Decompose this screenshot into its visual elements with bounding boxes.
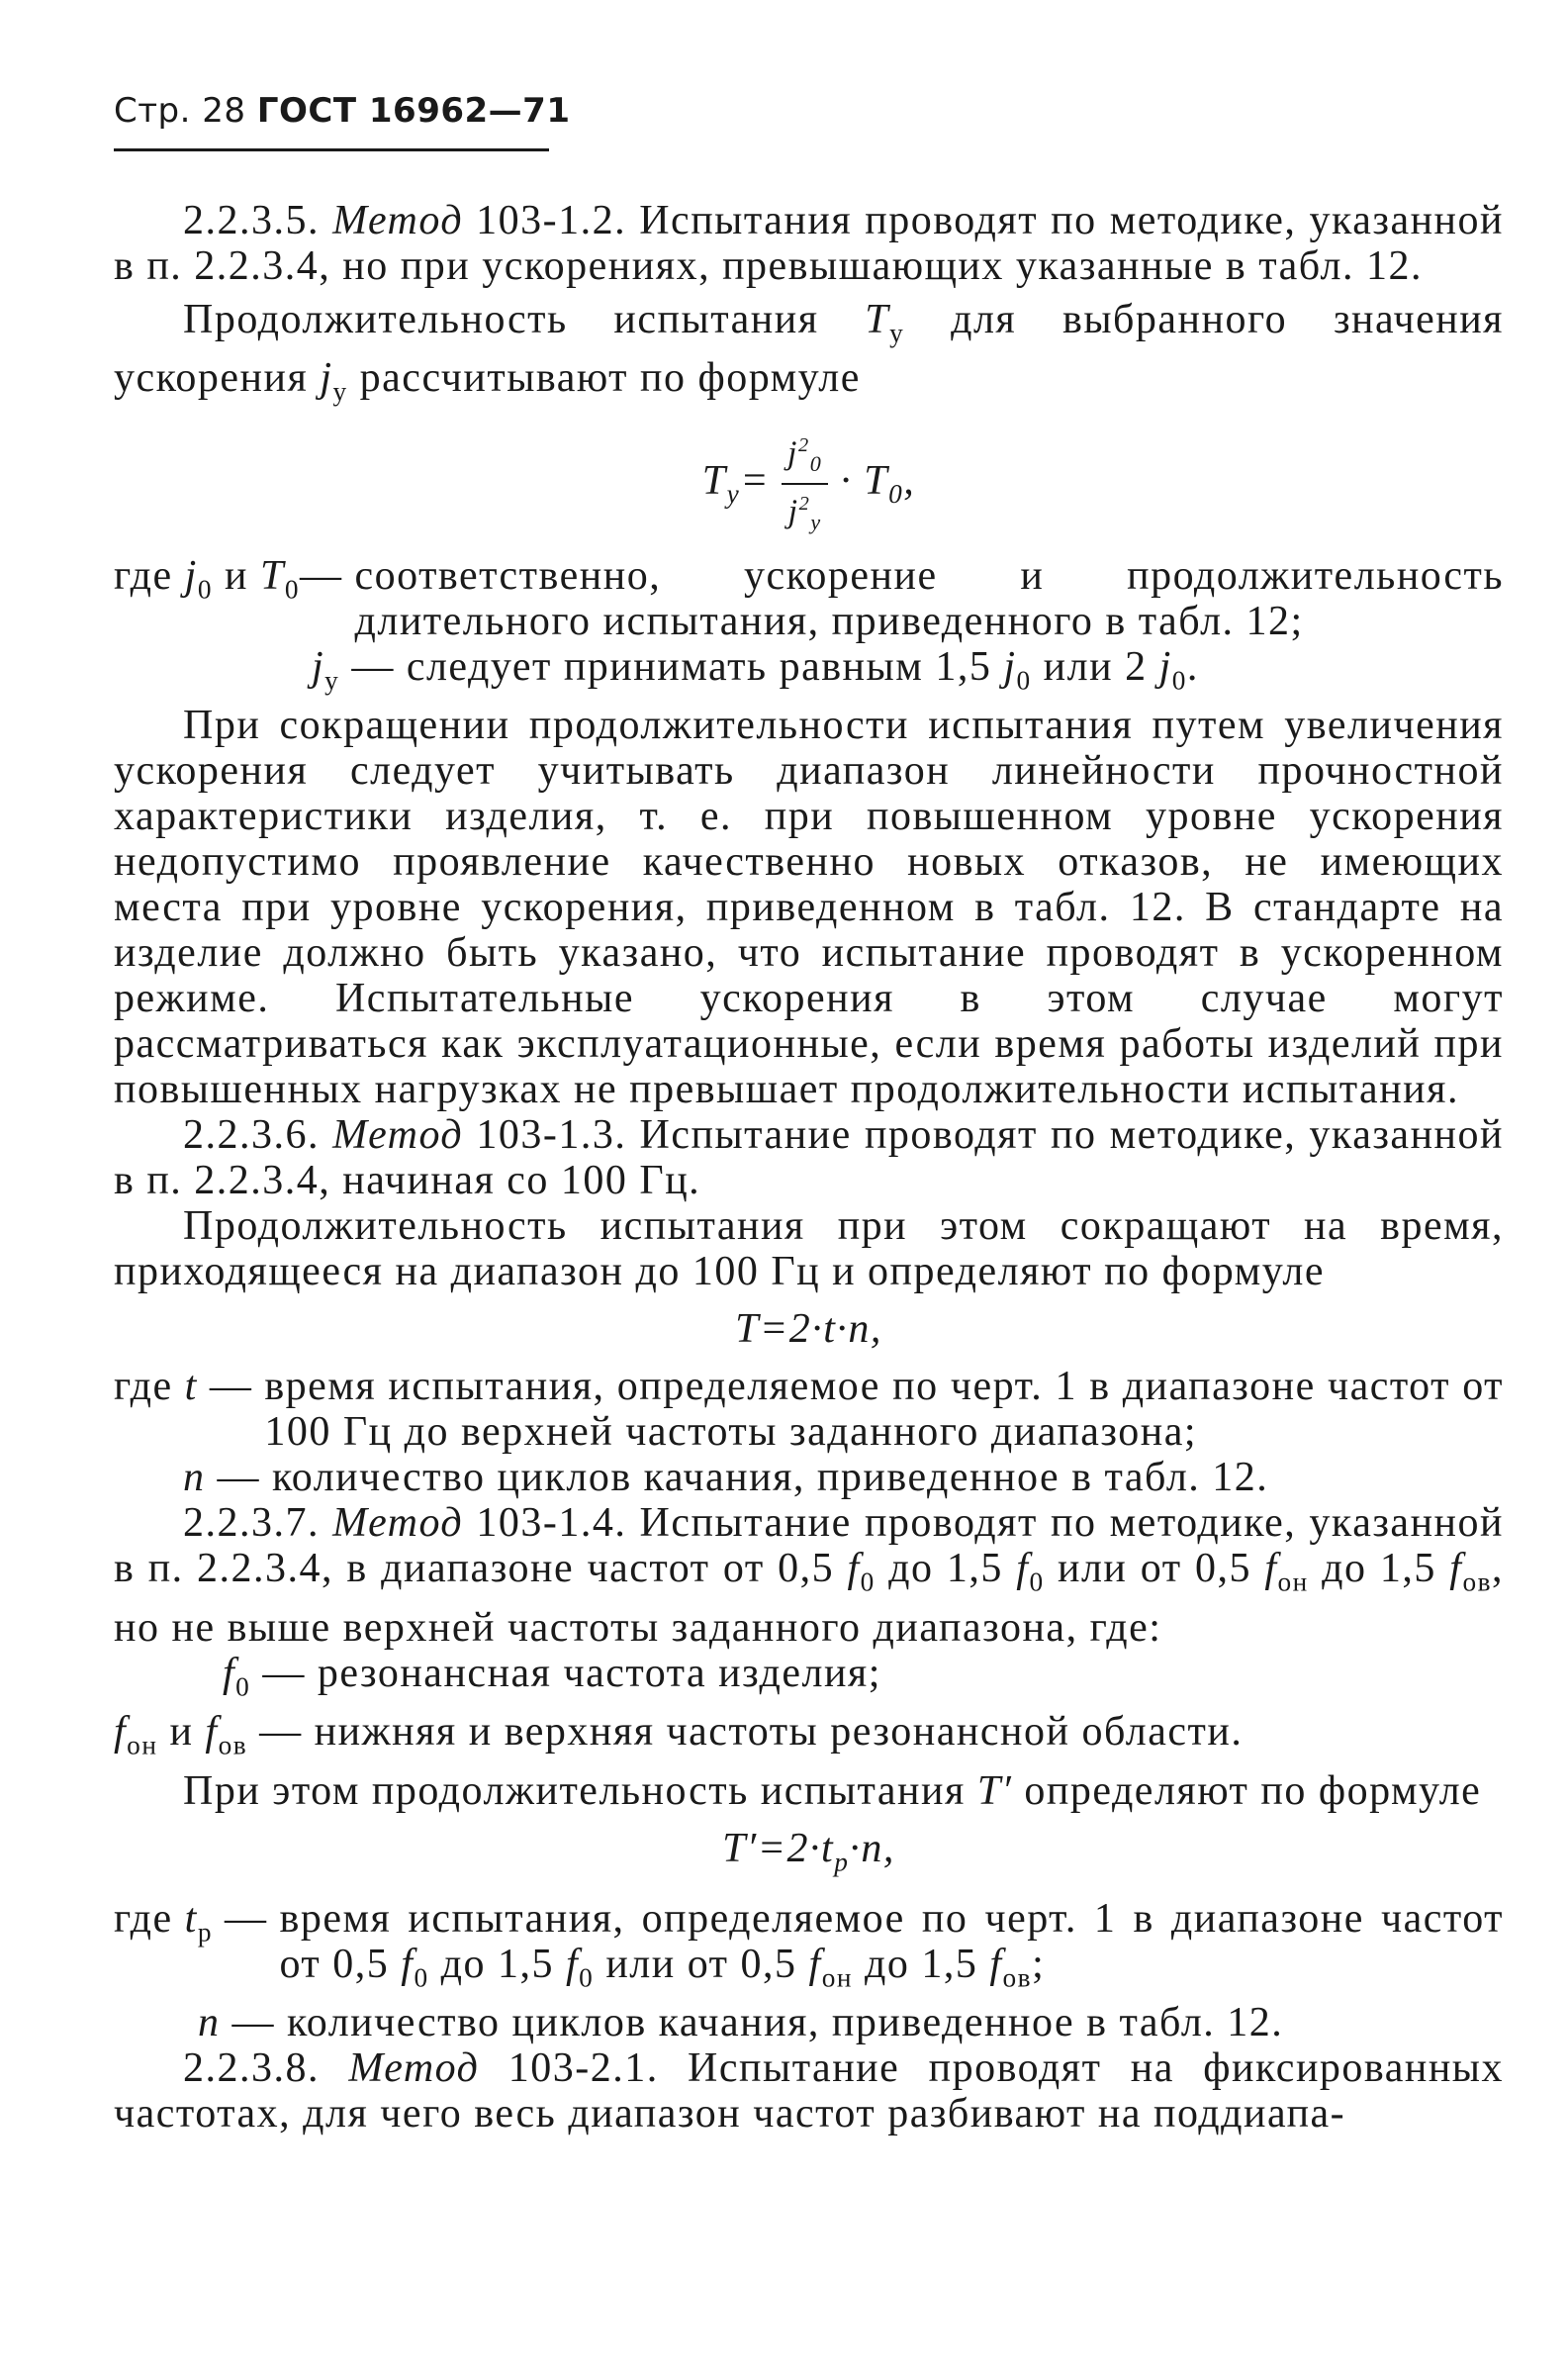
symbol-j: j: [184, 553, 198, 600]
text: до 1,5: [888, 1546, 1003, 1592]
symbol-f: f: [808, 1941, 822, 1987]
symbol-f: f: [989, 1941, 1003, 1987]
text: до 1,5: [1322, 1546, 1436, 1592]
formula-ty: [114, 427, 1504, 541]
symbol-sub: 0: [414, 1962, 429, 1993]
text: или от 0,5: [605, 1941, 797, 1987]
paragraph-duration: [114, 297, 1504, 415]
section-number: 2.2.3.7.: [183, 1500, 320, 1547]
definition-fon-fov: [114, 1709, 1504, 1767]
num-sup: 2: [798, 433, 810, 456]
definition-term: [198, 2000, 287, 2045]
dash: —: [217, 1455, 260, 1501]
document-body: [114, 198, 1504, 2137]
symbol-sub: 0: [1029, 1567, 1045, 1597]
definition-n: [114, 1455, 1504, 1500]
symbol-T: T: [259, 553, 285, 600]
num-j: j: [787, 434, 798, 472]
symbol-sub: он: [127, 1730, 158, 1760]
definition-t: [114, 1364, 1504, 1455]
symbol-n: n: [198, 2000, 221, 2046]
paragraph-duration-2: Продолжительность испытания при этом сокращают на время, приходящееся на диапазон до 100 Гц и определяют по формуле: [114, 1203, 1504, 1295]
method-word: Метод: [332, 1500, 464, 1547]
paragraph-2-2-3-7: [114, 1500, 1504, 1650]
method-text: 103-2.1. Испытание проводят на фиксированных частотах, для чего весь диапазон частот разбивают на поддиапа-: [114, 2045, 1505, 2137]
definition-body: количество циклов качания, приведенное в табл. 12.: [272, 1455, 1269, 1501]
method-word: Метод: [348, 2045, 480, 2092]
method-text: 103-1.3. Испытание проводят по методике, указанной в п. 2.2.3.4, начиная со 100 Гц.: [114, 1112, 1505, 1204]
symbol-j: j: [320, 355, 333, 402]
symbol-f: f: [847, 1546, 861, 1592]
paragraph-duration-3: [114, 1768, 1504, 1814]
formula-lhs: T: [701, 457, 727, 504]
fraction-numerator: [782, 427, 828, 485]
symbol-j: j: [1158, 644, 1172, 691]
formula-T: T=2·t·n,: [735, 1306, 882, 1353]
page-header: [114, 91, 570, 131]
symbol-sub: 0: [284, 574, 300, 605]
standard-number: ГОСТ 16962—71: [256, 91, 571, 131]
formula-prime-head: T′=2·t: [722, 1825, 835, 1871]
symbol-sub: у: [324, 665, 340, 696]
dash: —: [351, 644, 395, 691]
paragraph-2-2-3-5: [114, 198, 1504, 289]
symbol-f: f: [223, 1650, 236, 1696]
den-sup: 2: [798, 492, 811, 515]
text: до 1,5: [864, 1941, 978, 1987]
symbol-sub: ов: [218, 1730, 248, 1760]
formula-prime-sub: р: [834, 1846, 850, 1876]
symbol-sub: р: [197, 1917, 213, 1947]
symbol-sub: 0: [235, 1671, 251, 1702]
symbol-sub: 0: [1171, 665, 1187, 696]
definition-body: время испытания, определяемое по черт. 1 в диапазоне частот от 100 Гц до верхней частоты заданного диапазона;: [264, 1364, 1504, 1456]
dash: —: [231, 2000, 275, 2046]
definition-f0: [114, 1651, 1504, 1709]
symbol-t: t: [184, 1895, 198, 1942]
text: , но не выше верхней частоты заданного диапазона, где:: [114, 1546, 1504, 1651]
text: Продолжительность испытания: [183, 297, 819, 342]
page-number: Стр. 28: [114, 91, 246, 131]
where-word: где: [114, 553, 173, 600]
dash: —: [224, 1895, 268, 1942]
symbol-j: j: [312, 644, 325, 691]
formula-tail-sub: 0: [888, 478, 904, 509]
and-word: и: [169, 1709, 194, 1756]
text: При этом продолжительность испытания: [183, 1767, 966, 1814]
definition-body: количество циклов качания, приведенное в табл. 12.: [287, 2000, 1284, 2046]
symbol-sub: он: [821, 1962, 853, 1993]
symbol-f: f: [401, 1941, 415, 1987]
dash: —: [259, 1709, 303, 1756]
where-word: где: [114, 1364, 173, 1410]
text: для выбранного значения ускорения: [114, 297, 1505, 402]
symbol-sub: он: [1277, 1567, 1309, 1597]
definition-jy: [114, 644, 1504, 703]
text: следует принимать равным 1,5: [406, 644, 992, 691]
formula-tail: · T: [840, 457, 889, 504]
formula-eq: =: [740, 457, 771, 504]
text: до 1,5: [440, 1941, 554, 1987]
definition-body: нижняя и верхняя частоты резонансной области.: [314, 1709, 1244, 1756]
symbol-f: f: [114, 1709, 128, 1756]
definition-n-2: [114, 2000, 1504, 2045]
text: рассчитывают по формуле: [359, 355, 861, 402]
definition-term: [312, 644, 407, 703]
symbol-f: f: [1264, 1546, 1278, 1592]
section-number: 2.2.3.6.: [183, 1112, 320, 1159]
definition-term: [114, 1364, 264, 1455]
section-number: 2.2.3.8.: [183, 2045, 320, 2092]
symbol-T: T: [865, 297, 890, 342]
den-j: j: [787, 493, 799, 530]
definition-body: соответственно, ускорение и продолжительность длительного испытания, приведенного в табл. 12;: [354, 553, 1504, 645]
formula-T-prime: [114, 1826, 1504, 1884]
text: или от 0,5: [1058, 1546, 1251, 1592]
text: 103-1.4. Испытание проводят по методике, указанной в п. 2.2.3.4, в диапазоне частот от 0,5: [114, 1500, 1505, 1592]
and-word: и: [224, 553, 248, 600]
symbol-sub: 0: [1016, 665, 1032, 696]
method-text: 103-1.2. Испытания проводят по методике, указанной в п. 2.2.3.4, но при ускорениях, превышающих указанные в табл. 12.: [114, 198, 1505, 289]
symbol-f: f: [205, 1709, 219, 1756]
symbol-f: f: [1016, 1546, 1030, 1592]
section-number: 2.2.3.5.: [183, 198, 320, 243]
symbol-j: j: [1003, 644, 1017, 691]
paragraph-2-2-3-8: [114, 2045, 1504, 2137]
method-word: Метод: [332, 198, 464, 243]
formula-prime-tail: ·n,: [849, 1825, 895, 1871]
definition-term: [183, 1455, 272, 1500]
symbol-sub: 0: [860, 1567, 876, 1597]
where-word: где: [114, 1895, 173, 1942]
dash: —: [209, 1364, 253, 1410]
method-word: Метод: [332, 1112, 464, 1159]
symbol-f: f: [566, 1941, 580, 1987]
symbol-sub: 0: [579, 1962, 595, 1993]
definition-term: [114, 1896, 279, 2000]
dash: —: [262, 1650, 306, 1696]
symbol-sub: у: [332, 376, 348, 407]
fraction: [782, 427, 828, 541]
definition-body: резонансная частота изделия;: [317, 1650, 881, 1696]
paragraph-reduction: При сокращении продолжительности испытания путем увеличения ускорения следует учитывать диапазон линейности прочностной характеристики изделия, т. е. при повышенном уровне ускорения недопустимо проявление качественно новых отказов, не имеющих места при уровне ускорения, приведенном в табл. 12. В стандарте на изделие должно быть указано, что испытание проводят в ускоренном режиме. Испытательные ускорения в этом случае могут рассматриваться как эксплуатационные, если время работы изделий при повышенных нагрузках не превышает продолжительности испытания.: [114, 703, 1504, 1113]
text: определяют по формуле: [1024, 1767, 1482, 1814]
num-sub: 0: [809, 450, 823, 476]
symbol-sub: у: [889, 318, 905, 348]
symbol-f: f: [1449, 1546, 1463, 1592]
text: или 2: [1043, 644, 1148, 691]
definition-term: [114, 553, 354, 644]
definition-body: следует принимать равным 1,5 $j_0$ или 2 $j_0$.: [406, 644, 1199, 696]
header-rule: [114, 148, 549, 151]
symbol-sub: 0: [197, 574, 213, 605]
symbol-n: n: [183, 1455, 206, 1501]
symbol-sub: ов: [1462, 1567, 1492, 1597]
symbol-t: t: [184, 1364, 198, 1410]
dash: —: [299, 553, 343, 600]
paragraph-2-2-3-6: [114, 1112, 1504, 1203]
definition-body: время испытания, определяемое по черт. 1 в диапазоне частот от 0,5 $f_0$ до 1,5 $f_0$ или от 0,5 $f_{он}$ до 1,5 $f_{ов}$;: [279, 1895, 1504, 1993]
fraction-denominator: [782, 485, 828, 541]
text: время испытания, определяемое по черт. 1 в диапазоне частот от 0,5: [279, 1895, 1504, 1987]
definition-term: [223, 1651, 318, 1709]
symbol-T-prime: T′: [976, 1767, 1013, 1814]
symbol-sub: ов: [1002, 1962, 1033, 1993]
definition-tp: [114, 1896, 1504, 2000]
den-sub: у: [810, 510, 822, 535]
definition-j0-T0: [114, 553, 1504, 644]
formula-lhs-sub: у: [726, 478, 741, 509]
formula-comma: ,: [903, 457, 916, 504]
definition-term: [114, 1709, 315, 1767]
